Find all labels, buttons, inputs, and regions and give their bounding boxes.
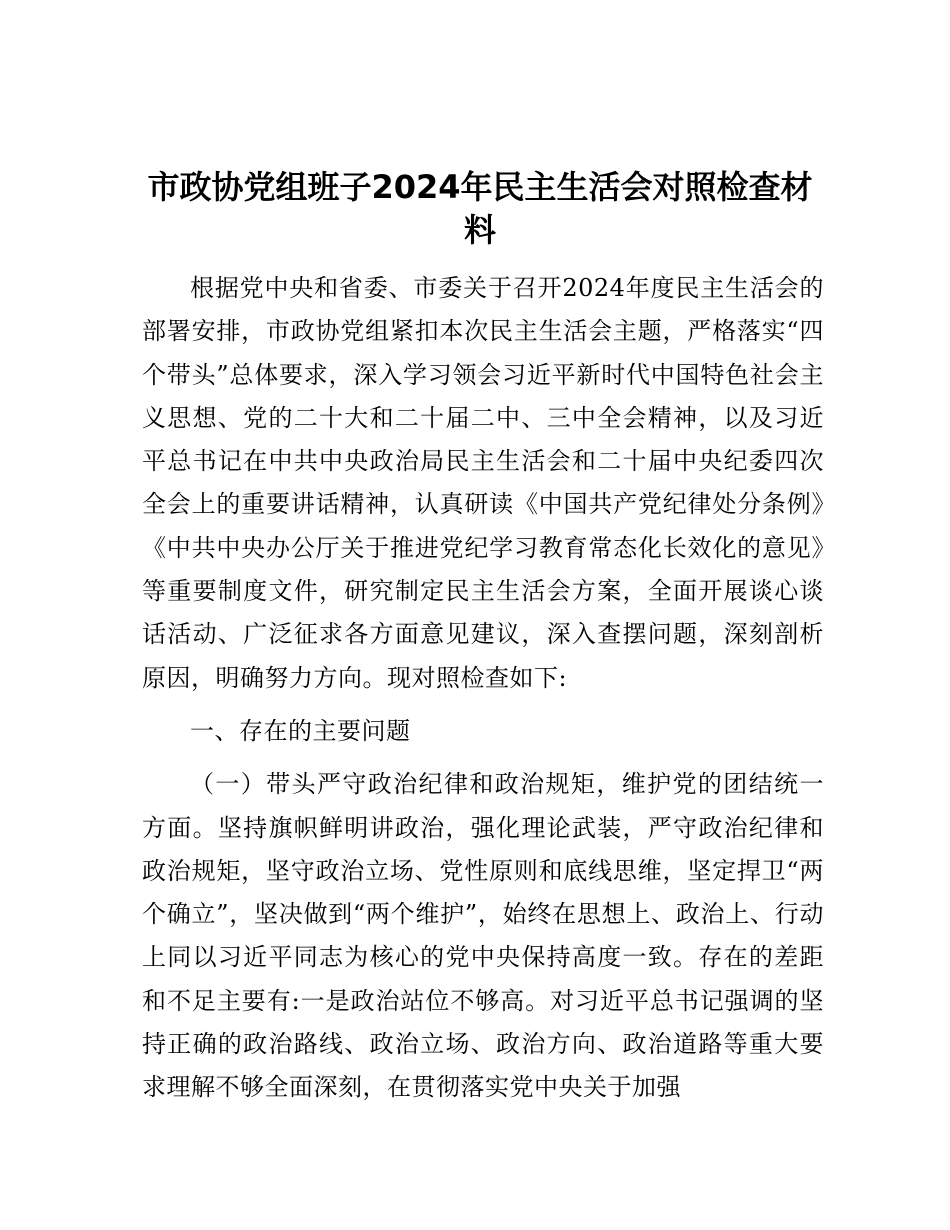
document-body [142, 267, 824, 1110]
document-title: 市政协党组班子2024年民主生活会对照检查材料 [147, 168, 813, 249]
intro-paragraph: 根据党中央和省委、市委关于召开2024年度民主生活会的部署安排，市政协党组紧扣本次民主生活会主题，严格落实“四个带头”总体要求，深入学习领会习近平新时代中国特色社会主义思想、党的二十大和二十届二中、三中全会精神，以及习近平总书记在中共中央政治局民主生活会和二十届中央纪委四次全会上的重要讲话精神，认真研读《中国共产党纪律处分条例》《中共中央办公厅关于推进党纪学习教育常态化长效化的意见》等重要制度文件，研究制定民主生活会方案，全面开展谈心谈话活动、广泛征求各方面意见建议，深入查摆问题，深刻剖析原因，明确努力方向。现对照检查如下: [142, 274, 824, 692]
subsection-paragraph-1: （一）带头严守政治纪律和政治规矩，维护党的团结统一方面。坚持旗帜鲜明讲政治，强化理论武装，严守政治纪律和政治规矩，坚守政治立场、党性原则和底线思维，坚定捍卫“两个确立”，坚决做到“两个维护”，始终在思想上、政治上、行动上同以习近平同志为核心的党中央保持高度一致。存在的差距和不足主要有:一是政治站位不够高。对习近平总书记强调的坚持正确的政治路线、政治立场、政治方向、政治道路等重大要求理解不够全面深刻，在贯彻落实党中央关于加强 [142, 770, 824, 1102]
section-heading-1: 一、存在的主要问题 [190, 716, 411, 745]
